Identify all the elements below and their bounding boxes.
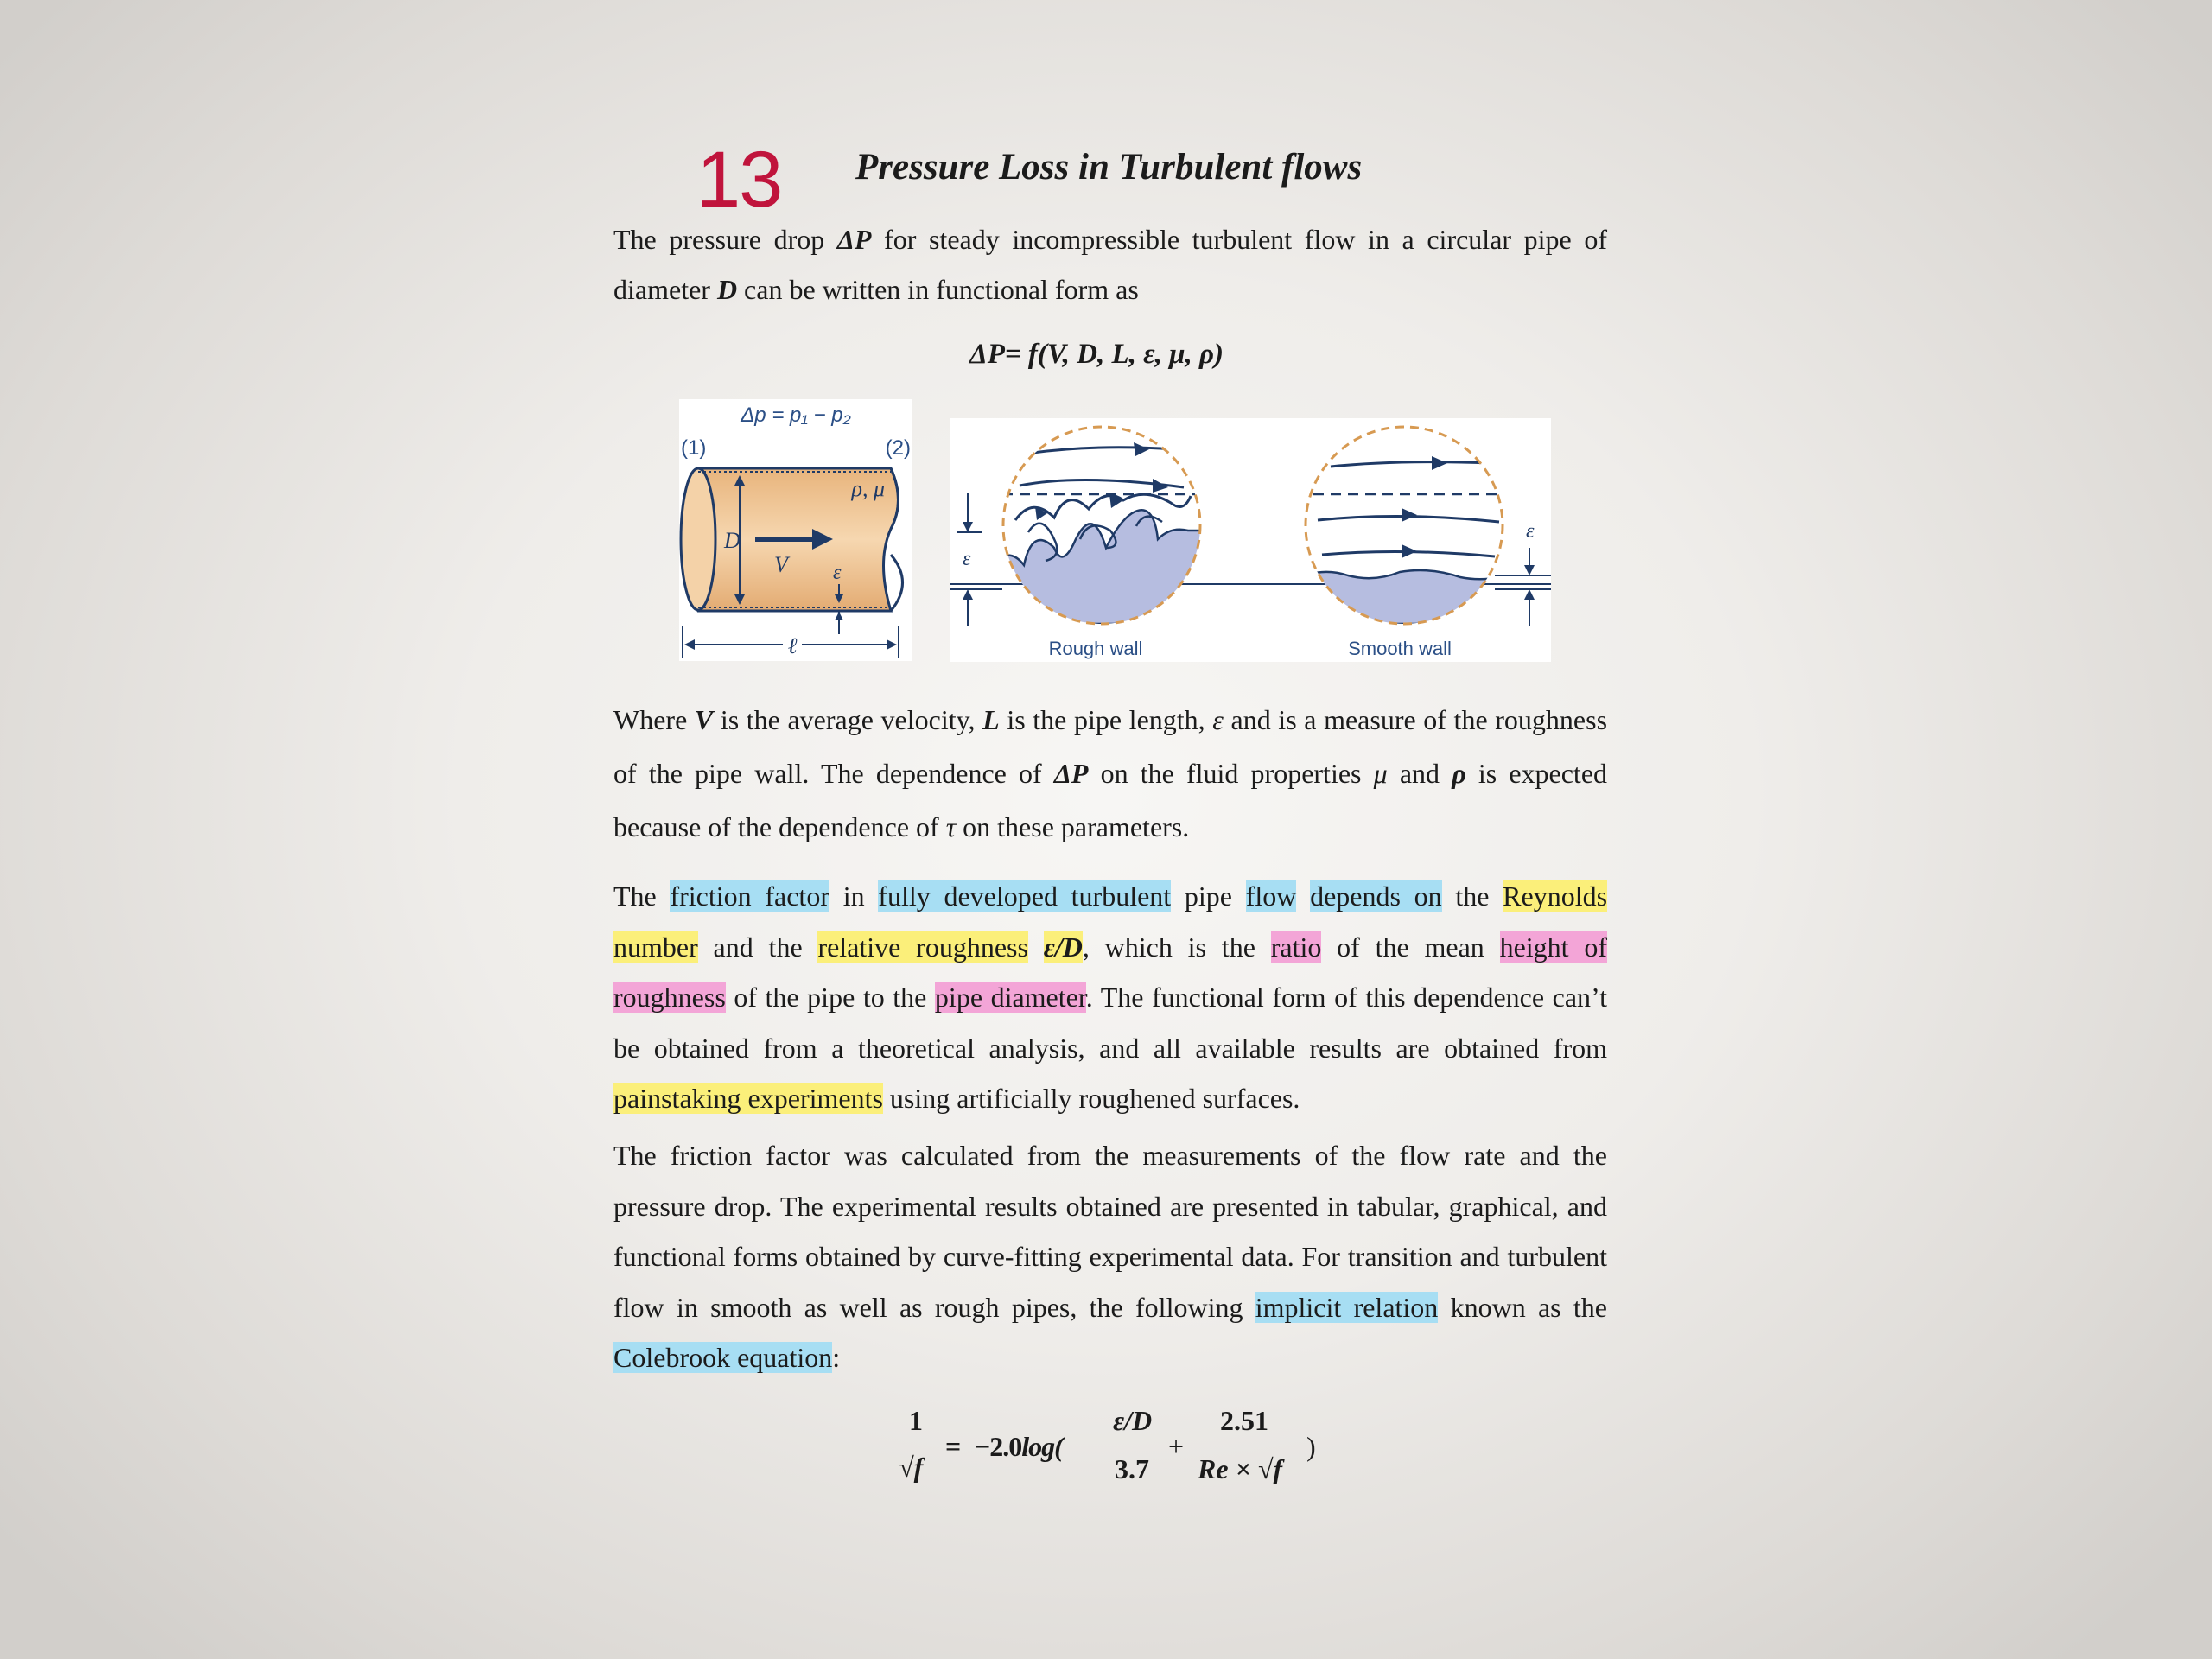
smooth-wall-label: Smooth wall (1348, 638, 1452, 659)
colebrook-term1-numerator: ε/D (1113, 1405, 1153, 1436)
pipe-length-label: ℓ (787, 633, 798, 658)
colebrook-equation (890, 1400, 1339, 1503)
pipe-inlet-ellipse (681, 468, 715, 610)
colebrook-term1-denominator: 3.7 (1115, 1453, 1149, 1484)
pipe-diagram (679, 399, 912, 661)
delta-p-symbol: ΔP (836, 224, 872, 255)
where-paragraph: Where V is the average velocity, L is the pipe length, ε and is a measure of the roughness of the pipe wall. The dependence of ΔP on the fluid properties μ and ρ is expected because of the dependence of τ on these parameters. (613, 704, 1608, 842)
highlight-friction-factor: friction factor (670, 880, 830, 912)
mu-symbol: μ (1373, 758, 1388, 789)
intro-paragraph: The pressure drop ΔP for steady incompressible turbulent flow in a circular pipe of diameter D can be written in functional form as (613, 224, 1608, 305)
diameter-symbol: D (716, 274, 738, 305)
highlight-pipe-diameter: pipe diameter (934, 982, 1086, 1013)
pipe-figure (679, 399, 912, 661)
highlight-depends-on: depends on (1310, 880, 1442, 912)
delta-p-symbol-2: ΔP (1053, 758, 1089, 789)
highlight-relative-roughness: relative roughness (817, 931, 1028, 963)
station-2-label: (2) (885, 436, 911, 460)
highlight-ratio: ratio (1270, 931, 1322, 963)
rough-epsilon-label: ε (963, 548, 971, 570)
highlight-height-of-roughness: height of roughness (613, 931, 1607, 1013)
colebrook-lhs-denominator: √f (899, 1452, 924, 1483)
epsilon-symbol: ε (1212, 704, 1224, 735)
wall-roughness-figure (950, 418, 1551, 662)
functional-equation: ΔP= f(V, D, L, ε, μ, ρ) (969, 339, 1224, 370)
wall-roughness-diagram (950, 418, 1551, 662)
tau-symbol: τ (945, 811, 957, 842)
pipe-diameter-label: D (724, 528, 741, 553)
smooth-epsilon-label: ε (1526, 520, 1535, 543)
length-symbol: L (982, 704, 1000, 735)
rough-wall-label: Rough wall (1048, 638, 1143, 659)
colebrook-term2-numerator: 2.51 (1220, 1405, 1268, 1436)
colebrook-plus: + (1168, 1431, 1185, 1462)
colebrook-close-paren: ) (1306, 1431, 1316, 1462)
velocity-label: V (774, 552, 788, 577)
colebrook-coefficient-log: −2.0log( (975, 1431, 1063, 1462)
friction-factor-paragraph: The friction factor in fully developed turbulent pipe flow depends on the Reynolds number and the relative roughness ε/D, which is the ratio of the mean height of roughness of the pipe to the pipe diameter. The functional form of this dependence can’t be obtained from a theoretical analysis, and all available results are obtained from painstaking experiments using artificially roughened surfaces. (613, 880, 1608, 1114)
calculation-paragraph: The friction factor was calculated from the measurements of the flow rate and the pressure drop. The experimental results obtained are presented in tabular, graphical, and functional forms obtained by curve-fitting experimental data. For transition and turbulent flow in smooth as well as rough pipes, the following implicit relation known as the Colebrook equation: (613, 1140, 1607, 1373)
colebrook-lhs-numerator: 1 (909, 1405, 923, 1436)
highlight-fully-developed-turbulent: fully developed turbulent (878, 880, 1172, 912)
delta-p-label: Δp = p₁ − p₂ (741, 404, 851, 427)
smooth-wall-surface (1296, 570, 1512, 624)
slide-number: 13 (696, 136, 782, 224)
colebrook-equals: = (945, 1431, 962, 1462)
velocity-symbol: V (694, 704, 714, 735)
station-1-label: (1) (681, 436, 707, 460)
highlight-reynolds-number: Reynolds number (613, 880, 1608, 963)
slide-title: Pressure Loss in Turbulent flows (855, 147, 1363, 188)
colebrook-term2-denominator: Re × √f (1198, 1453, 1282, 1484)
highlight-colebrook-equation: Colebrook equation (613, 1342, 833, 1373)
highlight-flow: flow (1245, 880, 1297, 912)
fluid-props-label: ρ, μ (851, 476, 885, 501)
highlight-implicit-relation: implicit relation (1255, 1291, 1439, 1323)
highlight-eps-over-d: ε/D (1043, 931, 1083, 963)
pipe-roughness-label: ε (833, 562, 842, 584)
rho-symbol: ρ (1452, 758, 1466, 789)
highlight-painstaking-experiments: painstaking experiments (613, 1083, 883, 1114)
